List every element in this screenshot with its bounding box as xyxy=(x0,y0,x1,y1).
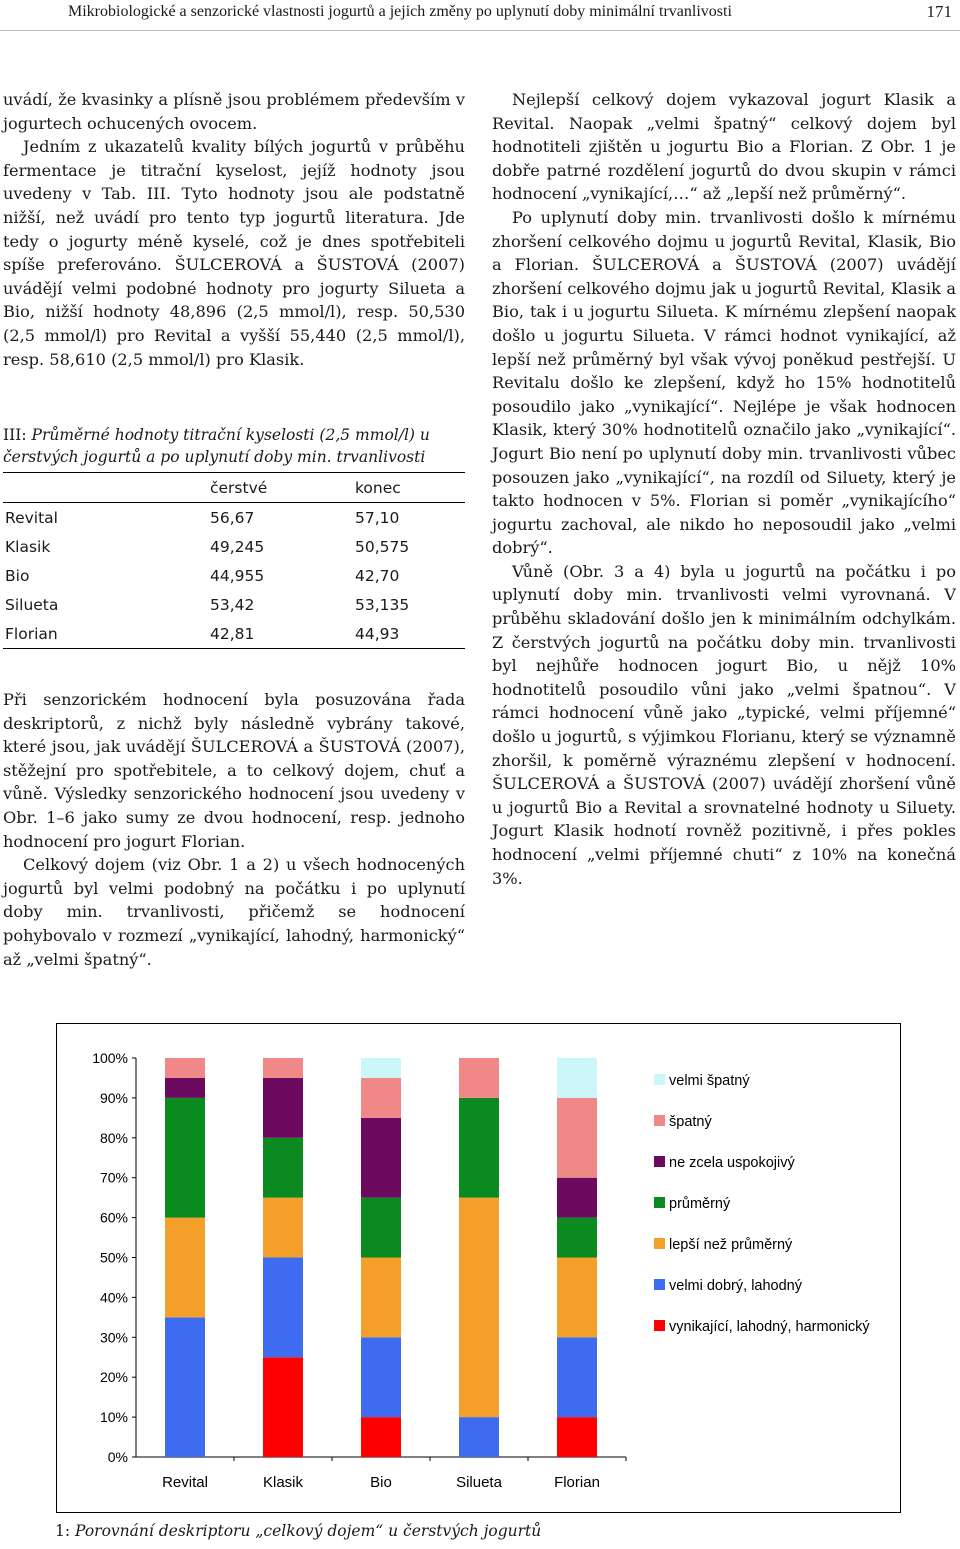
y-tick-label: 90% xyxy=(99,1089,128,1106)
bar-segment xyxy=(557,1218,597,1258)
legend-swatch xyxy=(654,1115,665,1126)
legend-swatch xyxy=(654,1156,665,1167)
table-header-fresh: čerstvé xyxy=(210,478,268,497)
bar-segment xyxy=(557,1417,597,1457)
y-tick-label: 20% xyxy=(99,1369,128,1386)
table-caption-text: Průměrné hodnoty titrační kyselosti (2,5 mmol/l) u čerstvých jogurtů a po uplynutí doby min. trvanlivosti xyxy=(3,426,430,466)
bar-segment xyxy=(361,1198,401,1258)
y-tick-label: 0% xyxy=(107,1449,128,1465)
legend-swatch xyxy=(654,1074,665,1085)
bar-segment xyxy=(263,1138,303,1198)
y-tick-label: 40% xyxy=(99,1289,128,1306)
bar-segment xyxy=(459,1417,499,1457)
bar-segment xyxy=(459,1198,499,1417)
y-tick-label: 70% xyxy=(99,1169,128,1186)
legend-label: vynikající, lahodný, harmonický xyxy=(669,1319,870,1335)
table-cell-fresh: 44,955 xyxy=(210,566,265,585)
y-tick-label: 60% xyxy=(99,1209,128,1226)
table-cell-name: Revital xyxy=(5,508,58,527)
bar-segment xyxy=(557,1258,597,1338)
table-cell-fresh: 53,42 xyxy=(210,595,255,614)
figure-caption-text: Porovnání deskriptoru „celkový dojem“ u čerstvých jogurtů xyxy=(75,1522,542,1540)
bar-segment xyxy=(459,1098,499,1198)
bar-segment xyxy=(459,1058,499,1098)
left-column-lower xyxy=(3,688,465,971)
y-tick-label: 80% xyxy=(99,1129,128,1146)
table-header-end: konec xyxy=(355,478,401,497)
x-tick-label: Florian xyxy=(554,1474,600,1491)
legend-swatch xyxy=(654,1238,665,1249)
table-row xyxy=(3,619,465,648)
right-column xyxy=(492,88,956,890)
bar-segment xyxy=(557,1178,597,1218)
figure-label: 1: xyxy=(55,1522,71,1540)
table-cell-name: Florian xyxy=(5,624,58,643)
bar-segment xyxy=(165,1098,205,1218)
bar-segment xyxy=(165,1218,205,1318)
bar-segment xyxy=(263,1198,303,1258)
legend-label: velmi dobrý, lahodný xyxy=(669,1278,802,1294)
bar-segment xyxy=(557,1098,597,1178)
y-tick-label: 10% xyxy=(99,1409,128,1426)
table-label: III: xyxy=(3,426,27,444)
bar-segment xyxy=(361,1337,401,1417)
right-paragraph-3: Vůně (Obr. 3 a 4) byla u jogurtů na počátku i po uplynutí doby min. trvanlivosti velmi vyrovnaná. V průběhu skladování došlo jen k minimálním odchylkám. Z čerstvých jogurtů na počátku doby min. trvanlivosti byl nejhůře hodnocen jogurt Bio, u nějž 10% hodnotitelů posoudilo vůni jako „velmi špatnou“. V rámci hodnocení vůně jako „typické, velmi příjemné“ došlo u jogurtů, s výjimkou Florianu, který se významně zhoršil, k poměrně výraznému zlepšení v hodnocení. ŠULCEROVÁ a ŠUSTOVÁ (2007) uvádějí zhoršení vůně u jogurtů Bio a Revital a srovnatelné hodnoty u Siluety. Jogurt Klasik hodnotí rovněž pozitivně, i přes pokles hodnocení „velmi příjemné chuti“ z 10% na konečná 3%. xyxy=(492,561,956,888)
bar-segment xyxy=(361,1417,401,1457)
table-cell-name: Silueta xyxy=(5,595,59,614)
bar-segment xyxy=(361,1258,401,1338)
bar-segment xyxy=(165,1058,205,1078)
legend-label: průměrný xyxy=(669,1196,731,1212)
bar-segment xyxy=(165,1317,205,1457)
x-tick-label: Silueta xyxy=(456,1474,502,1491)
table-row xyxy=(3,503,465,532)
bar-segment xyxy=(361,1078,401,1118)
legend-label: lepší než průměrný xyxy=(669,1237,793,1253)
bar-segment xyxy=(263,1258,303,1358)
table-row xyxy=(3,590,465,619)
left-paragraph-2: Jedním z ukazatelů kvality bílých jogurtů v průběhu fermentace je titrační kyselost, jejíž hodnoty jsou uvedeny v Tab. III. Tyto hodnoty jsou ale podstatně nižší, než uvádí pro tento typ jogurtů literatura. Jde tedy o jogurty méně kyselé, což je dnes spotřebiteli spíše preferováno. ŠULCEROVÁ a ŠUSTOVÁ (2007) uvádějí velmi podobné hodnoty pro jogurty Silueta a Bio, nižší hodnoty 48,896 (2,5 mmol/l), resp. 50,530 (2,5 mmol/l) pro Revital a vyšší 55,440 (2,5 mmol/l), resp. 58,610 (2,5 mmol/l) pro Klasik. xyxy=(3,137,465,369)
stacked-bar-chart xyxy=(56,1023,901,1513)
x-tick-label: Klasik xyxy=(262,1474,304,1491)
bar-segment xyxy=(263,1058,303,1078)
y-tick-label: 50% xyxy=(99,1249,128,1266)
left-column xyxy=(3,88,465,371)
table-cell-name: Bio xyxy=(5,566,30,585)
legend-label: velmi špatný xyxy=(669,1073,750,1089)
legend-swatch xyxy=(654,1197,665,1208)
figure-caption xyxy=(55,1522,541,1540)
table-cell-name: Klasik xyxy=(5,537,51,556)
table-row xyxy=(3,561,465,590)
table-cell-end: 42,70 xyxy=(355,566,400,585)
page-number: 171 xyxy=(926,2,952,21)
table-cell-end: 53,135 xyxy=(355,595,410,614)
bar-segment xyxy=(165,1078,205,1098)
legend-label: špatný xyxy=(669,1114,712,1130)
right-paragraph-1: Nejlepší celkový dojem vykazoval jogurt Klasik a Revital. Naopak „velmi špatný“ celkový dojem byl hodnotiteli zjištěn u jogurtu Bio a Florian. Z Obr. 1 je dobře patrné rozdělení jogurtů do dvou skupin v rámci hodnocení „vynikající,…“ až „lepší než průměrný“. xyxy=(492,90,956,204)
running-title: Mikrobiologické a senzorické vlastnosti jogurtů a jejich změny po uplynutí doby minimální trvanlivosti xyxy=(68,3,732,20)
table-cell-fresh: 56,67 xyxy=(210,508,255,527)
left-paragraph-1: uvádí, že kvasinky a plísně jsou problémem především v jogurtech ochucených ovocem. xyxy=(3,90,465,133)
table-header-row xyxy=(3,473,465,503)
bar-segment xyxy=(557,1337,597,1417)
legend-swatch xyxy=(654,1320,665,1331)
acidity-table xyxy=(3,472,465,649)
left-paragraph-3: Při senzorickém hodnocení byla posuzována řada deskriptorů, z nichž byly následně vybrány takové, které jsou, jak uvádějí ŠULCEROVÁ a ŠUSTOVÁ (2007), stěžejní pro spotřebitele, a to celkový dojem, chuť a vůně. Výsledky senzorického hodnocení jsou uvedeny v Obr. 1–6 jako sumy ze dvou hodnocení, resp. jednoho hodnocení pro jogurt Florian. xyxy=(3,690,465,851)
table-cell-fresh: 49,245 xyxy=(210,537,265,556)
y-tick-label: 30% xyxy=(99,1329,128,1346)
table-cell-fresh: 42,81 xyxy=(210,624,255,643)
bar-segment xyxy=(361,1118,401,1198)
chart-canvas xyxy=(57,1024,900,1512)
right-paragraph-2: Po uplynutí doby min. trvanlivosti došlo k mírnému zhoršení celkového dojmu u jogurtů Revital, Klasik, Bio a Florian. ŠULCEROVÁ a ŠUSTOVÁ (2007) uvádějí zhoršení celkového dojmu jak u jogurtů Revital, Klasik a Bio, tak i u jogurtu Silueta. K mírnému zlepšení naopak došlo u jogurtu Silueta. V rámci hodnot vynikající, až lepší než průměrný byl však vývoj poněkud pestřejší. U Revitalu došlo ke zlepšení, když ho 15% hodnotitelů posoudilo jako „vynikající“. Nejlépe je však hodnocen Klasik, který 30% hodnotitelů označilo jako „vynikající“. Jogurt Bio není po uplynutí doby min. trvanlivosti vůbec posouzen jako „vynikající“, na rozdíl od Siluety, který je takto hodnocen v 5%. Florian si poměr „vynikajícího“ jogurtu zachoval, ale nikdo ho neposoudil jako „velmi dobrý“. xyxy=(492,207,956,558)
bar-segment xyxy=(263,1078,303,1138)
left-paragraph-4: Celkový dojem (viz Obr. 1 a 2) u všech hodnocených jogurtů byl velmi podobný na počátku i po uplynutí doby min. trvanlivosti, přičemž se hodnocení pohybovalo v rozmezí „vynikající, lahodný, harmonický“ až „velmi špatný“. xyxy=(3,855,465,969)
x-tick-label: Bio xyxy=(370,1474,392,1491)
table-cell-end: 44,93 xyxy=(355,624,400,643)
running-header xyxy=(0,0,960,31)
table-row xyxy=(3,532,465,561)
table-caption xyxy=(3,424,465,468)
bar-segment xyxy=(361,1058,401,1078)
x-tick-label: Revital xyxy=(162,1474,208,1491)
bar-segment xyxy=(263,1357,303,1457)
legend-swatch xyxy=(654,1279,665,1290)
table-cell-end: 50,575 xyxy=(355,537,410,556)
legend-label: ne zcela uspokojivý xyxy=(669,1155,795,1171)
table-cell-end: 57,10 xyxy=(355,508,400,527)
bar-segment xyxy=(557,1058,597,1098)
y-tick-label: 100% xyxy=(92,1050,128,1066)
